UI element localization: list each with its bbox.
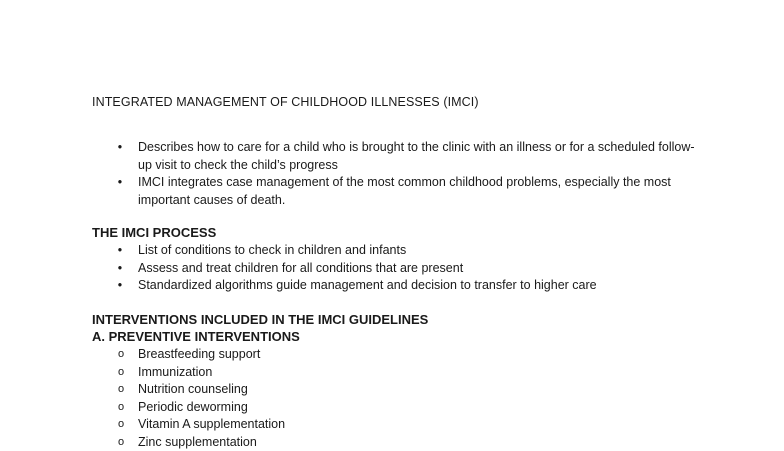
circle-bullet-icon: o — [115, 364, 127, 382]
circle-bullet-icon: o — [115, 399, 127, 417]
preventive-interventions-list — [0, 346, 784, 451]
list-item — [0, 434, 698, 451]
list-item-text: Standardized algorithms guide management and decision to transfer to higher care — [138, 278, 597, 292]
bullet-icon: • — [114, 174, 126, 192]
list-item — [0, 364, 698, 382]
list-item — [0, 399, 698, 417]
bullet-icon: • — [114, 139, 126, 157]
list-item — [0, 416, 698, 434]
bullet-icon: • — [114, 260, 126, 278]
list-item-text: Assess and treat children for all conditions that are present — [138, 261, 463, 275]
circle-bullet-icon: o — [115, 434, 127, 451]
list-item-text: Immunization — [138, 365, 212, 379]
list-item-text: Periodic deworming — [138, 400, 248, 414]
section-heading-interventions: INTERVENTIONS INCLUDED IN THE IMCI GUIDELINES — [92, 312, 428, 327]
list-item-text: List of conditions to check in children and infants — [138, 243, 406, 257]
circle-bullet-icon: o — [115, 381, 127, 399]
process-bullet-list — [0, 242, 784, 295]
list-item — [0, 277, 698, 295]
intro-bullet-list — [0, 139, 784, 209]
document-title: INTEGRATED MANAGEMENT OF CHILDHOOD ILLNESSES (IMCI) — [92, 95, 479, 109]
circle-bullet-icon: o — [115, 416, 127, 434]
list-item-text: Describes how to care for a child who is brought to the clinic with an illness or for a scheduled follow-up visit to check the child’s progress — [138, 140, 695, 172]
list-item — [0, 381, 698, 399]
bullet-icon: • — [114, 277, 126, 295]
list-item-text: Zinc supplementation — [138, 435, 257, 449]
list-item-text: Vitamin A supplementation — [138, 417, 285, 431]
list-item-text: IMCI integrates case management of the most common childhood problems, especially the most important causes of death. — [138, 175, 671, 207]
subsection-heading-preventive: A. PREVENTIVE INTERVENTIONS — [92, 329, 300, 344]
list-item — [0, 260, 698, 278]
bullet-icon: • — [114, 242, 126, 260]
list-item — [0, 346, 698, 364]
circle-bullet-icon: o — [115, 346, 127, 364]
list-item — [0, 139, 698, 174]
section-heading-process: THE IMCI PROCESS — [92, 225, 216, 240]
list-item — [0, 174, 698, 209]
list-item — [0, 242, 698, 260]
list-item-text: Breastfeeding support — [138, 347, 260, 361]
list-item-text: Nutrition counseling — [138, 382, 248, 396]
